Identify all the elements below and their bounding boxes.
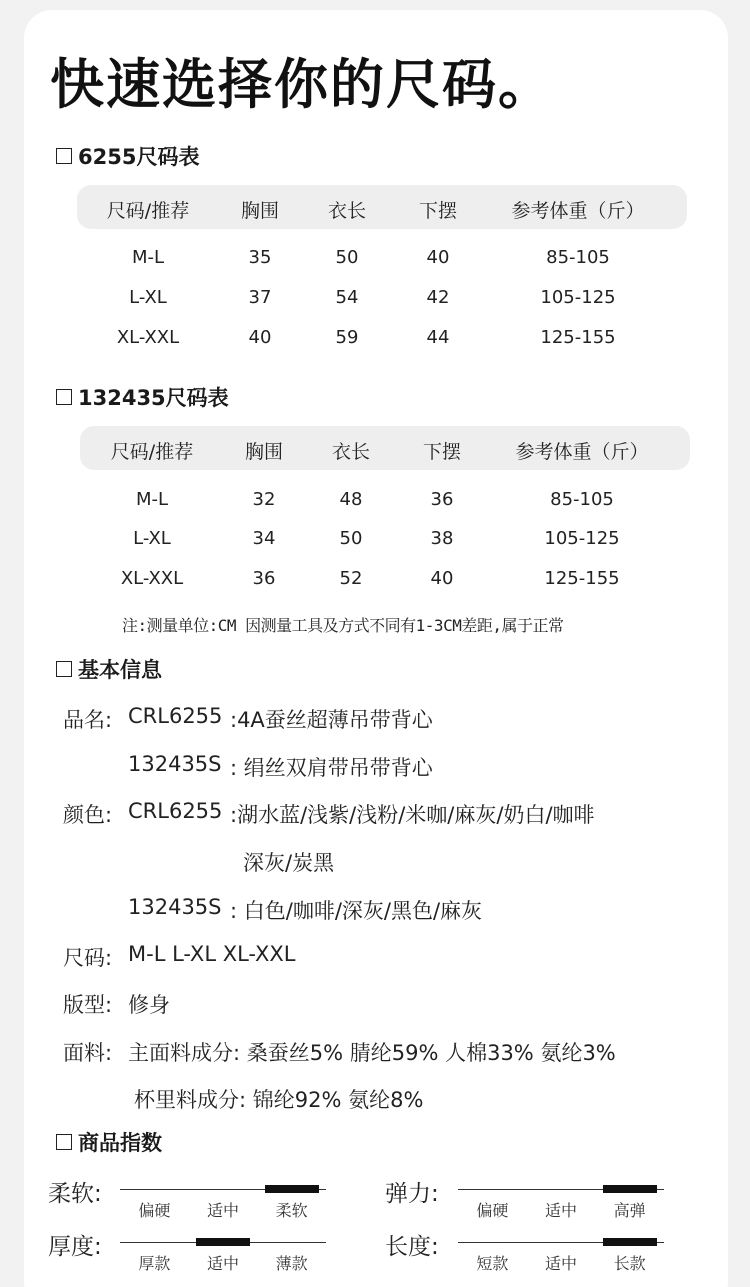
name-2-code: 132435S [128,752,222,776]
color-2-value: : 白色/咖啡/深灰/黑色/麻灰 [230,899,483,923]
index-level-marker [603,1185,657,1193]
table-cell: 125-155 [540,327,616,348]
table-cell: 36 [252,568,276,589]
table-cell: 105-125 [540,287,616,308]
section-heading-text: 基本信息 [78,658,162,682]
section-heading-6255 [56,141,199,171]
fabric-label: 面料: [63,1041,113,1065]
index-label: 厚度: [48,1234,102,1260]
name-1-value: :4A蚕丝超薄吊带背心 [230,708,433,732]
color-label: 颜色: [63,803,113,827]
table-cell: 32 [252,489,276,510]
name-2-value: : 绢丝双肩带吊带背心 [230,756,433,780]
checkbox-icon [56,661,72,677]
table-cell: 40 [430,568,454,589]
table-header-cell: 胸围 [240,200,280,222]
table-header-cell: 下摆 [418,200,458,222]
table-cell: M-L [135,489,169,510]
table-cell: 37 [248,287,272,308]
table-cell: 44 [426,327,450,348]
section-heading-basic [56,654,162,684]
section-heading-text: 6255尺码表 [78,145,200,169]
table-cell: 59 [335,327,359,348]
fabric-main: 主面料成分: 桑蚕丝5% 腈纶59% 人棉33% 氨纶3% [128,1041,616,1065]
index-label: 长度: [385,1234,439,1260]
index-label: 柔软: [48,1181,102,1207]
index-tick-label: 薄款 [275,1254,308,1273]
table-cell: 36 [430,489,454,510]
table-cell: 34 [252,528,276,549]
name-1-code: CRL6255 [128,704,223,728]
table-header-cell: 尺码/推荐 [110,441,194,463]
table-cell: 54 [335,287,359,308]
index-tick-label: 适中 [206,1201,240,1220]
checkbox-icon [56,389,72,405]
index-tick-label: 厚款 [138,1254,171,1273]
section-heading-text: 132435尺码表 [78,386,229,410]
index-tick-label: 适中 [544,1201,578,1220]
table-cell: 85-105 [550,489,614,510]
fit-label: 版型: [63,993,113,1017]
table-header-cell: 尺码/推荐 [106,200,190,222]
index-level-marker [196,1238,250,1246]
index-tick-label: 柔软 [275,1201,308,1220]
table-cell: 40 [426,247,450,268]
table-header-cell: 下摆 [422,441,462,463]
table-cell: 50 [335,247,359,268]
index-tick-label: 适中 [206,1254,240,1273]
color-1-code: CRL6255 [128,799,223,823]
fit-value: 修身 [128,993,170,1017]
table-cell: M-L [131,247,165,268]
size-label: 尺码: [63,946,113,970]
table-cell: 48 [339,489,363,510]
color-1-value-cont: 深灰/炭黑 [243,851,335,875]
section-heading-132435 [56,382,229,412]
index-label: 弹力: [385,1181,439,1207]
table-cell: 52 [339,568,363,589]
index-level-marker [603,1238,657,1246]
section-heading-index [56,1127,162,1157]
checkbox-icon [56,148,72,164]
table-header-cell: 衣长 [327,200,367,222]
table-cell: 38 [430,528,454,549]
name-label: 品名: [63,708,113,732]
index-tick-label: 短款 [476,1254,509,1273]
page-title: 快速选择你的尺码。 [50,53,554,116]
table-cell: 125-155 [544,568,620,589]
table-header-cell: 衣长 [331,441,371,463]
fabric-cup: 杯里料成分: 锦纶92% 氨纶8% [134,1088,424,1112]
table-cell: 42 [426,287,450,308]
table-cell: 50 [339,528,363,549]
index-tick-label: 偏硬 [138,1201,171,1220]
table-header-cell: 胸围 [244,441,284,463]
index-tick-label: 高弹 [613,1201,646,1220]
color-2-code: 132435S [128,895,222,919]
table-cell: L-XL [133,528,171,549]
index-tick-label: 适中 [544,1254,578,1273]
table-header-cell: 参考体重（斤） [511,200,645,222]
table-cell: XL-XXL [116,327,180,348]
section-heading-text: 商品指数 [78,1131,162,1155]
table-cell: 105-125 [544,528,620,549]
table-cell: 40 [248,327,272,348]
measurement-note: 注:测量单位:CM 因测量工具及方式不同有1-3CM差距,属于正常 [122,616,564,635]
index-tick-label: 偏硬 [476,1201,509,1220]
color-1-value: :湖水蓝/浅紫/浅粉/米咖/麻灰/奶白/咖啡 [230,803,595,827]
table-header-cell: 参考体重（斤） [515,441,649,463]
table-cell: L-XL [129,287,167,308]
index-level-marker [265,1185,319,1193]
checkbox-icon [56,1134,72,1150]
index-tick-label: 长款 [613,1254,646,1273]
table-cell: XL-XXL [120,568,184,589]
table-cell: 35 [248,247,272,268]
table-cell: 85-105 [546,247,610,268]
size-value: M-L L-XL XL-XXL [128,942,296,966]
